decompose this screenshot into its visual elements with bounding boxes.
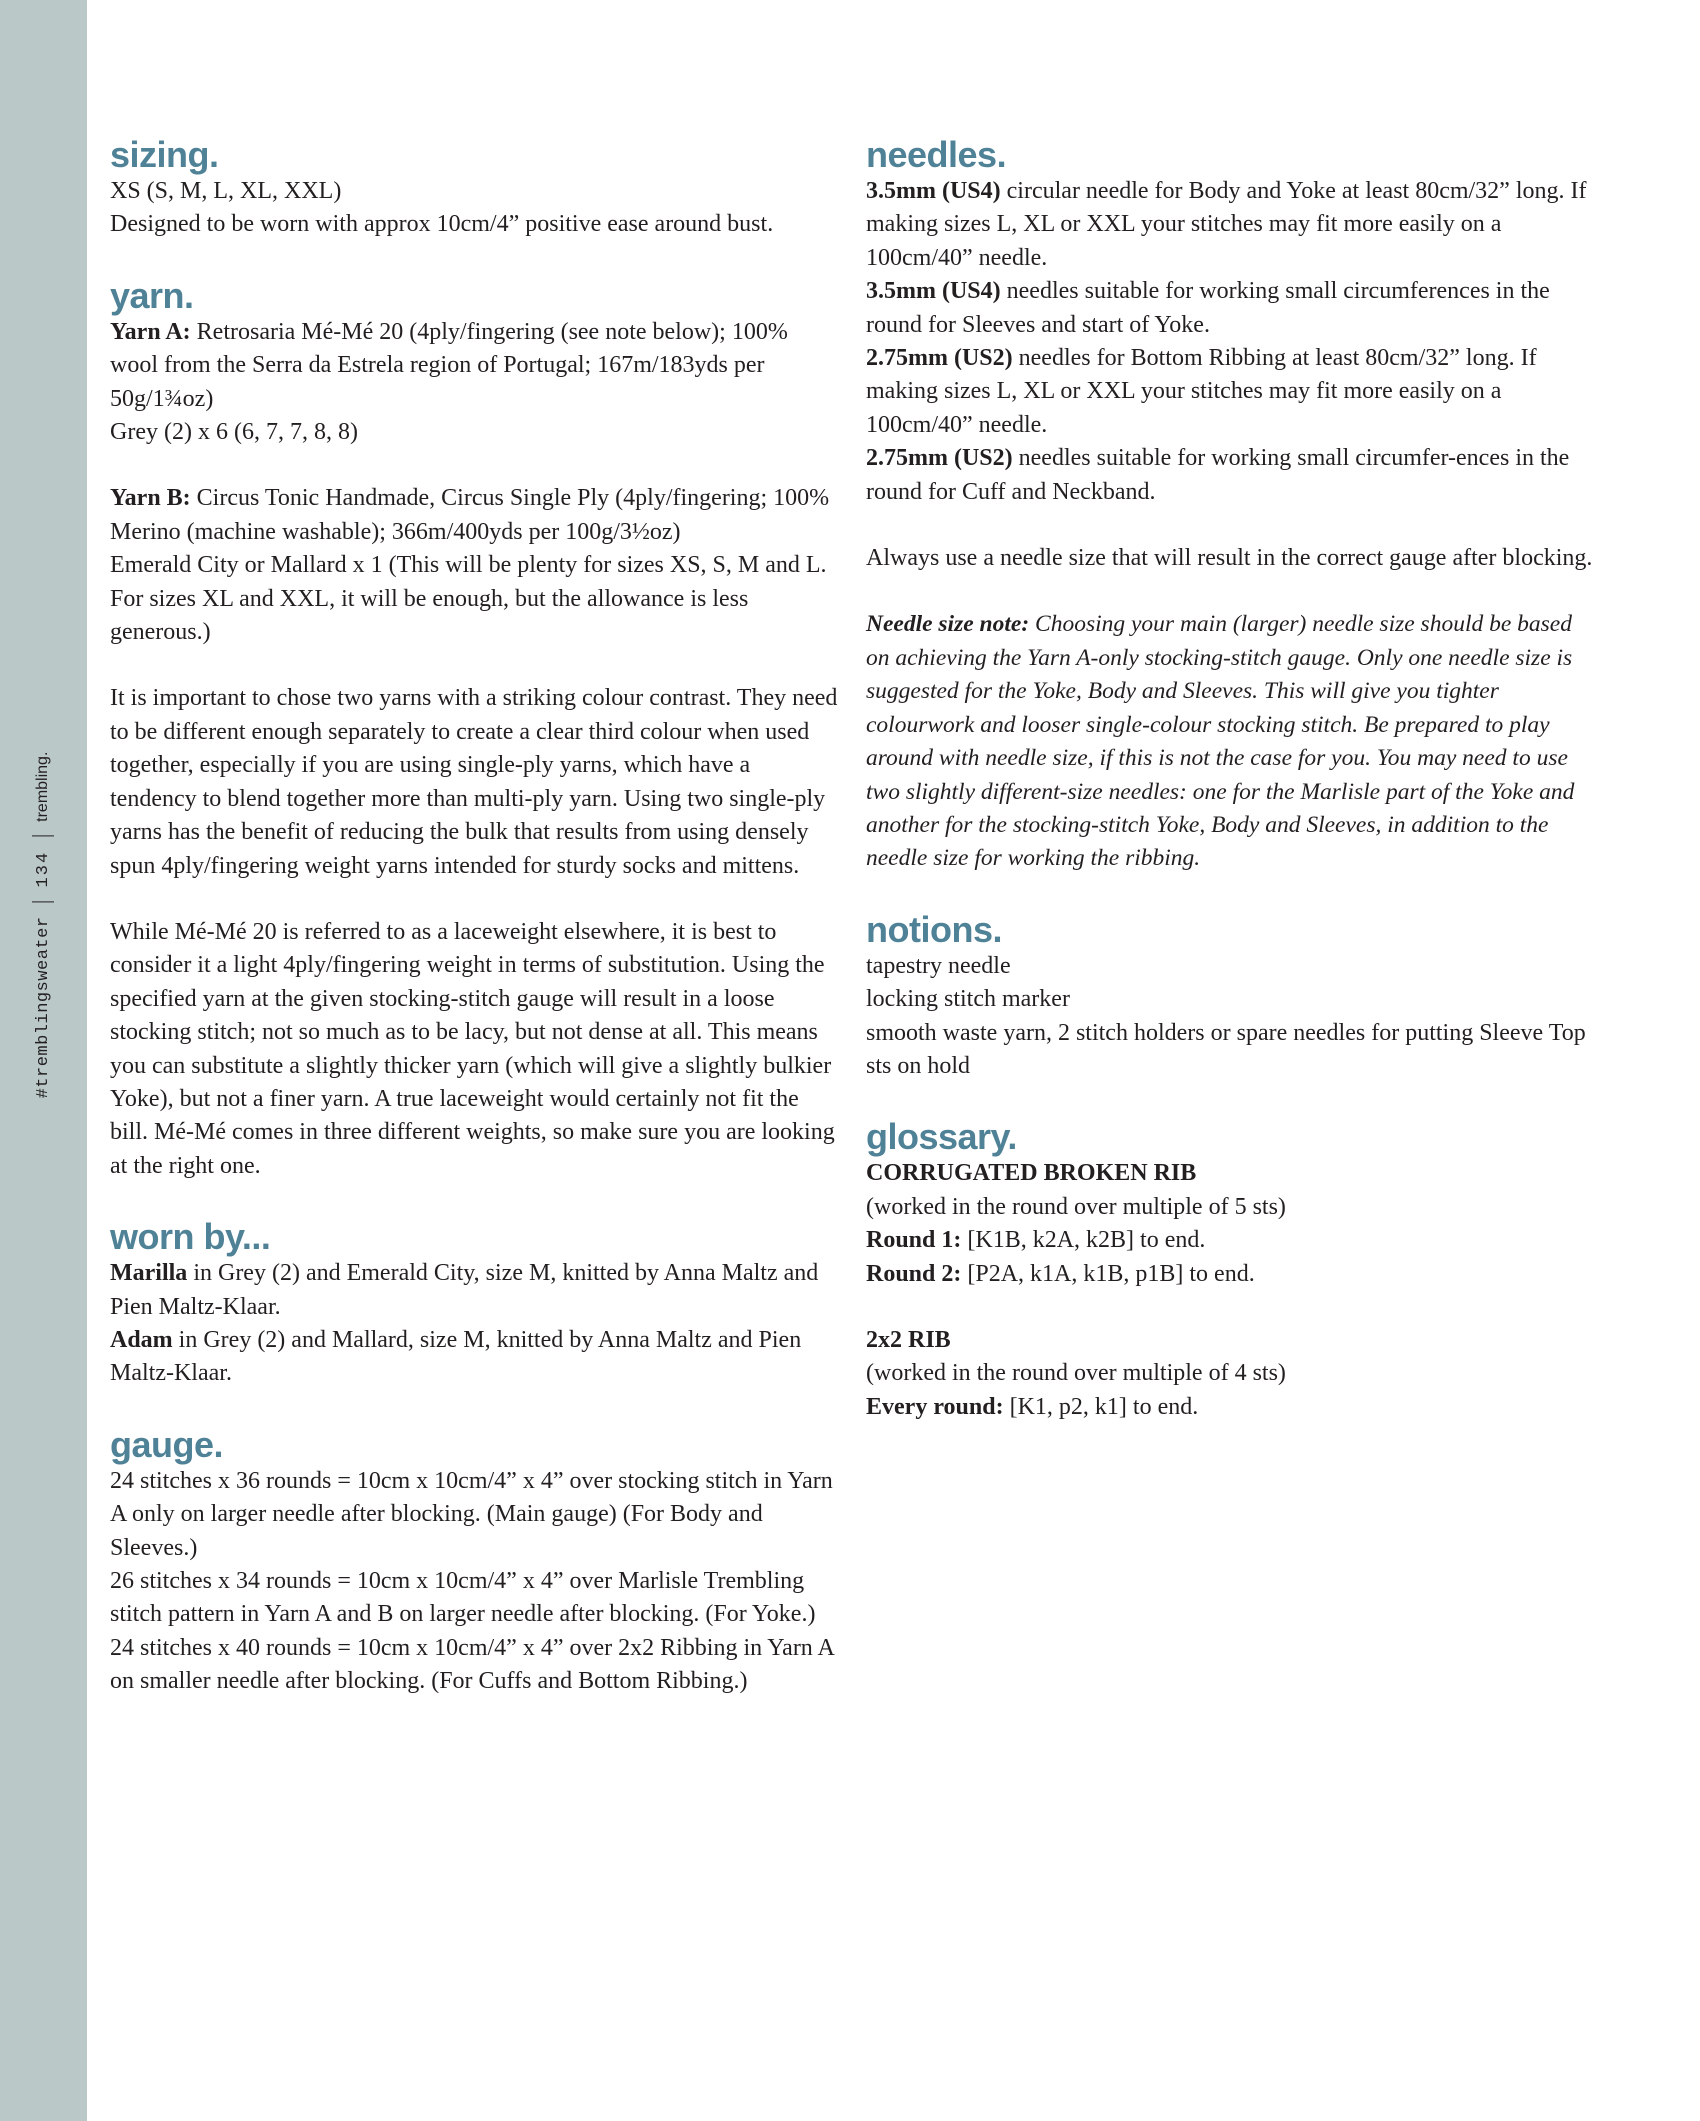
- yarn-a-quantity: Grey (2) x 6 (6, 7, 7, 8, 8): [110, 419, 358, 446]
- sizing-heading: sizing.: [110, 134, 219, 175]
- glossary-term-rib-desc: (worked in the round over multiple of 4 sts): [866, 1360, 1286, 1387]
- glossary-round-2: Round 2: [P2A, k1A, k1B, p1B] to end.: [866, 1260, 1255, 1287]
- glossary-heading: glossary.: [866, 1116, 1017, 1158]
- needle-4: 2.75mm (US2) needles suitable for working small circumfer-ences in the round for Cuff and Neckband.: [866, 445, 1570, 505]
- glossary-every-round: Every round: [K1, p2, k1] to end.: [866, 1393, 1199, 1420]
- needle-2: 3.5mm (US4) needles suitable for working small circumferences in the round for Sleeves and start of Yoke.: [866, 278, 1550, 338]
- sizes-text: XS (S, M, L, XL, XXL): [110, 178, 342, 204]
- worn-by-heading: worn by...: [110, 1216, 271, 1258]
- glossary-term-corrugated-desc: (worked in the round over multiple of 5 sts): [866, 1193, 1286, 1220]
- yarn-a-text: Yarn A: Retrosaria Mé-Mé 20 (4ply/fingering (see note below); 100% wool from the Serra da Estrela region of Portugal; 167m/183yds per 50g/1¾oz): [110, 318, 788, 412]
- yarn-b-quantity: Emerald City or Mallard x 1 (This will be plenty for sizes XS, S, M and L. For sizes XL and XXL, it will be enough, but the allowance is less generous.): [110, 552, 827, 646]
- hashtag: #tremblingsweater: [33, 916, 53, 1099]
- needles-section: [866, 135, 1596, 876]
- page-number: 134: [33, 850, 53, 888]
- notion-item: tapestry needle: [866, 952, 1011, 979]
- yarn-note-substitution: While Mé-Mé 20 is referred to as a laceweight elsewhere, it is best to consider it a light 4ply/fingering weight in terms of substitution. Using the specified yarn at the given stocking-stitch gauge will result in a loose stocking stitch; not so much as to be lacy, but not dense at all. This means you can substitute a slightly thicker yarn (which will give a slightly bulkier Yoke), but not a finer yarn. A true laceweight would certainly not fit the bill. Mé-Mé comes in three different weights, so make sure you are looking at the right one.: [110, 918, 835, 1179]
- left-column: [110, 135, 840, 1733]
- notions-section: [866, 910, 1596, 1084]
- divider: [32, 836, 54, 837]
- worn-by-marilla: Marilla in Grey (2) and Emerald City, size M, knitted by Anna Maltz and Pien Maltz-Klaar.: [110, 1260, 819, 1320]
- glossary-term-corrugated: CORRUGATED BROKEN RIB: [866, 1160, 1197, 1187]
- yarn-b-label: Yarn B:: [110, 485, 191, 512]
- needle-3: 2.75mm (US2) needles for Bottom Ribbing at least 80cm/32” long. If making sizes L, XL or XXL your stitches may fit more easily on a 100cm/40” needle.: [866, 345, 1537, 438]
- yarn-note-contrast: It is important to chose two yarns with a striking colour contrast. They need to be different enough separately to create a clear third colour when used together, especially if you are using single-ply yarns, which have a tendency to blend together more than multi-ply yarn. Using two single-ply yarns has the benefit of reducing the bulk that results from using densely spun 4ply/fingering weight yarns intended for sturdy socks and mittens.: [110, 685, 838, 879]
- gauge-yoke: 26 stitches x 34 rounds = 10cm x 10cm/4” x 4” over Marlisle Trembling stitch pattern in Yarn A and B on larger needle after blocking. (For Yoke.): [110, 1568, 816, 1628]
- yarn-b-text: Yarn B: Circus Tonic Handmade, Circus Single Ply (4ply/fingering; 100% Merino (machine washable); 366m/400yds per 100g/3½oz): [110, 485, 830, 545]
- right-column: [866, 135, 1596, 1458]
- needles-heading: needles.: [866, 134, 1007, 175]
- gauge-section: [110, 1425, 840, 1699]
- gauge-main: 24 stitches x 36 rounds = 10cm x 10cm/4” x 4” over stocking stitch in Yarn A only on larger needle after blocking. (Main gauge) (For Body and Sleeves.): [110, 1467, 833, 1561]
- yarn-heading: yarn.: [110, 274, 194, 316]
- sidebar: [0, 0, 87, 2121]
- needle-size-note: Needle size note: Choosing your main (larger) needle size should be based on achieving the Yarn A-only stocking-stitch gauge. Only one needle size is suggested for the Yoke, Body and Sleeves. This will give you tighter colourwork and looser single-colour stocking stitch. Be prepared to play around with needle size, if this is not the case for you. You may need to use two slightly different-size needles: one for the Marlisle part of the Yoke and another for the stocking-stitch Yoke, Body and Sleeves, in addition to the needle size for working the ribbing.: [866, 611, 1575, 872]
- sidebar-label: [32, 752, 54, 1099]
- glossary-section: [866, 1117, 1596, 1424]
- divider: [32, 901, 54, 902]
- yarn-section: [110, 276, 840, 1183]
- needle-1: 3.5mm (US4) circular needle for Body and Yoke at least 80cm/32” long. If making sizes L, XL or XXL your stitches may fit more easily on a 100cm/40” needle.: [866, 178, 1587, 271]
- glossary-term-rib: 2x2 RIB: [866, 1326, 951, 1353]
- needle-advice: Always use a needle size that will result in the correct gauge after blocking.: [866, 545, 1593, 572]
- sizing-section: [110, 135, 840, 242]
- worn-by-section: [110, 1217, 840, 1391]
- notion-item: locking stitch marker: [866, 986, 1070, 1013]
- worn-by-adam: Adam in Grey (2) and Mallard, size M, knitted by Anna Maltz and Pien Maltz-Klaar.: [110, 1326, 802, 1387]
- notion-item: smooth waste yarn, 2 stitch holders or spare needles for putting Sleeve Top sts on hold: [866, 1019, 1586, 1079]
- yarn-a-label: Yarn A:: [110, 318, 191, 345]
- gauge-heading: gauge.: [110, 1423, 224, 1465]
- ease-text: Designed to be worn with approx 10cm/4” positive ease around bust.: [110, 211, 774, 238]
- glossary-round-1: Round 1: [K1B, k2A, k2B] to end.: [866, 1227, 1206, 1254]
- pattern-title: trembling.: [34, 751, 51, 822]
- notions-heading: notions.: [866, 908, 1002, 950]
- gauge-ribbing: 24 stitches x 40 rounds = 10cm x 10cm/4” x 4” over 2x2 Ribbing in Yarn A on smaller needle after blocking. (For Cuffs and Bottom Ribbing.): [110, 1634, 834, 1695]
